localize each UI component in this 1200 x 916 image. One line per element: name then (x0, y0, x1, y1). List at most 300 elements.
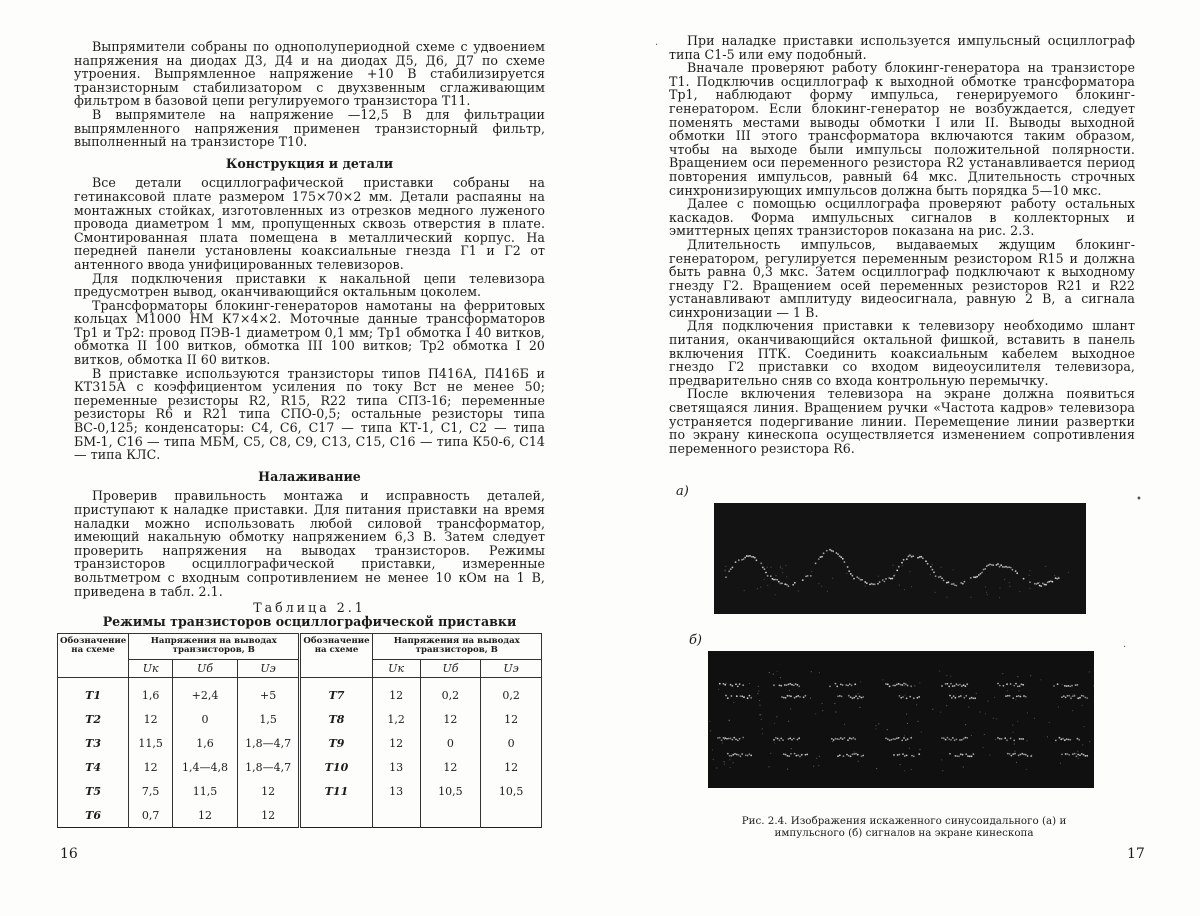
phosphor-dot (902, 565, 903, 566)
table-cell: 12 (372, 678, 420, 708)
table-cell: 12 (420, 755, 481, 779)
phosphor-dot (799, 756, 801, 758)
phosphor-dot (819, 756, 820, 757)
section-heading-adjustment: Налаживание (258, 468, 361, 484)
phosphor-dot (903, 559, 905, 561)
phosphor-dot (899, 695, 901, 697)
phosphor-dot (954, 584, 956, 586)
phosphor-dot (961, 685, 963, 687)
phosphor-dot (792, 584, 794, 586)
phosphor-dot (785, 754, 787, 756)
phosphor-dot (951, 697, 953, 699)
kinescope-image-sine (714, 503, 1086, 614)
pulse-trace (708, 651, 1094, 788)
phosphor-dot (781, 582, 783, 584)
paragraph: Для подключения приставки к телевизору необходимо шлант питания, оканчивающийся октальной фишкой, вставить в панель включения ПТК. Соединить коаксиальным кабелем выходное гнездо Г2 приставки со входом видеоусилителя телевизора, предварительно сняв со входа контрольную перемычку. (669, 318, 1135, 388)
table-cell-name: Т2 (58, 707, 129, 731)
phosphor-dot (973, 697, 975, 699)
phosphor-dot (780, 738, 782, 740)
phosphor-dot (1093, 685, 1094, 686)
phosphor-dot (760, 587, 761, 588)
phosphor-dot (908, 556, 910, 558)
paragraph: Вначале проверяют работу блокинг-генератора на транзисторе Т1. Подключив осциллограф к выходной обмотке трансформатора Тр1, наблюдают форму импульса, генерируемого блокинг-генератором. Если блокинг-генератор не возбуждается, следует поменять местами выводы обмотки I или II. Выводы выходной обмотки III этого трансформатора включаются таким образом, чтобы на выходе были импульсы положительной полярности. Вращением оси переменного резистора R2 устанавливается период повторения импульсов, равный 64 мкс. Длительность строчных синхронизирующих импульсов должна быть порядка 5—10 мкс. (669, 60, 1135, 198)
phosphor-dot (789, 737, 791, 739)
table-cell: 0 (481, 731, 542, 755)
phosphor-dot (788, 695, 790, 697)
phosphor-dot (852, 575, 854, 577)
phosphor-dot (802, 579, 804, 581)
phosphor-dot (1019, 685, 1021, 687)
phosphor-dot (960, 582, 962, 584)
phosphor-dot (925, 560, 927, 562)
paragraph: Далее с помощью осциллографа проверяют работу остальных каскадов. Форма импульсных сигналов в коллекторных и эмиттерных цепях транзисторов показана на рис. 2.3. (669, 196, 1135, 239)
phosphor-dot (858, 577, 860, 579)
phosphor-dot (899, 754, 901, 756)
phosphor-dot (1009, 695, 1011, 697)
phosphor-dot (958, 755, 960, 757)
table-cell: 0,2 (481, 678, 542, 708)
phosphor-dot (1064, 685, 1066, 687)
phosphor-dot (787, 695, 789, 697)
phosphor-dot (723, 737, 725, 739)
phosphor-dot (1072, 695, 1074, 697)
phosphor-dot (913, 697, 915, 699)
phosphor-dot (945, 739, 947, 741)
phosphor-dot (941, 737, 943, 739)
phosphor-dot (954, 583, 955, 584)
phosphor-dot (742, 684, 744, 686)
phosphor-dot (797, 739, 799, 741)
phosphor-dot (1018, 690, 1019, 691)
phosphor-dot (728, 738, 730, 740)
phosphor-dot (904, 755, 906, 757)
phosphor-dot (776, 579, 778, 581)
phosphor-dot (919, 749, 920, 750)
phosphor-dot (858, 693, 859, 694)
phosphor-dot (784, 684, 786, 686)
phosphor-dot (1007, 567, 1009, 569)
phosphor-dot (740, 695, 742, 697)
phosphor-dot (1039, 582, 1040, 583)
table-cell: 11,5 (173, 779, 238, 803)
table-cell (372, 803, 420, 828)
phosphor-dot (710, 730, 711, 731)
phosphor-dot (849, 737, 851, 739)
phosphor-dot (732, 754, 734, 756)
phosphor-dot (724, 739, 725, 740)
phosphor-dot (730, 684, 732, 686)
phosphor-dot (744, 590, 745, 591)
phosphor-dot (1063, 695, 1065, 697)
phosphor-dot (955, 755, 957, 757)
phosphor-dot (776, 716, 777, 717)
phosphor-dot (1019, 591, 1020, 592)
phosphor-dot (1050, 580, 1052, 582)
phosphor-dot (961, 739, 963, 741)
phosphor-dot (1010, 567, 1012, 569)
transistor-modes-table (57, 633, 542, 828)
phosphor-dot (952, 685, 954, 687)
phosphor-dot (1083, 726, 1084, 727)
phosphor-dot (786, 576, 787, 577)
table-cell: 0 (420, 731, 481, 755)
phosphor-dot (893, 754, 895, 756)
phosphor-dot (798, 685, 800, 687)
phosphor-dot (1009, 582, 1010, 583)
phosphor-dot (761, 719, 762, 720)
phosphor-dot (851, 685, 853, 687)
table-header-designation: Обозначение на схеме (58, 634, 129, 678)
section-heading-construction: Конструкция и детали (225, 155, 394, 171)
phosphor-dot (861, 579, 863, 581)
print-speck: · (655, 40, 659, 51)
table-subheader-ub-2: Uб (420, 659, 481, 677)
table-caption (74, 601, 545, 628)
phosphor-dot (1040, 585, 1042, 587)
phosphor-dot (735, 561, 737, 563)
phosphor-dot (788, 721, 789, 722)
phosphor-dot (1082, 744, 1083, 745)
phosphor-dot (887, 729, 888, 730)
phosphor-dot (963, 738, 965, 740)
phosphor-dot (757, 588, 758, 589)
phosphor-dot (737, 686, 739, 688)
phosphor-dot (749, 683, 750, 684)
phosphor-dot (839, 754, 841, 756)
phosphor-dot (1067, 753, 1069, 755)
phosphor-dot (1065, 697, 1067, 699)
phosphor-dot (791, 684, 793, 686)
phosphor-dot (904, 735, 905, 736)
phosphor-dot (794, 753, 796, 755)
phosphor-dot (860, 681, 861, 682)
phosphor-dot (775, 575, 776, 576)
paragraph: В выпрямителе на напряжение —12,5 В для фильтрации выпрямленного напряжения применен транзисторный фильтр, выполненный на транзисторе Т10. (74, 106, 545, 150)
phosphor-dot (1061, 696, 1063, 698)
phosphor-dot (1047, 736, 1048, 737)
table-subheader-ue: Uэ (237, 659, 300, 677)
paragraph: После включения телевизора на экране должна появиться светящаяся линия. Вращением ручки «Частота кадров» телевизора устраняется подергивание линии. Перемещение линии развертки по экрану кинескопа осуществляется изменением сопротивления переменного резистора R6. (669, 386, 1135, 456)
table-cell: 1,5 (237, 707, 300, 731)
phosphor-dot (996, 564, 998, 566)
phosphor-dot (864, 581, 866, 583)
phosphor-dot (818, 765, 819, 766)
phosphor-dot (780, 685, 782, 687)
phosphor-dot (971, 697, 973, 699)
phosphor-dot (933, 571, 935, 573)
phosphor-dot (1081, 753, 1083, 755)
table-cell: 12 (129, 707, 173, 731)
phosphor-dot (751, 556, 753, 558)
phosphor-dot (811, 571, 812, 572)
phosphor-dot (956, 585, 958, 587)
phosphor-dot (932, 569, 934, 571)
phosphor-dot (1013, 732, 1014, 733)
phosphor-dot (780, 566, 781, 567)
table-subheader-ue-2: Uэ (481, 659, 542, 677)
phosphor-dot (859, 707, 860, 708)
phosphor-dot (985, 586, 986, 587)
phosphor-dot (882, 579, 884, 581)
phosphor-dot (910, 685, 912, 687)
phosphor-dot (1027, 755, 1029, 757)
phosphor-dot (878, 723, 879, 724)
phosphor-dot (743, 696, 745, 698)
phosphor-dot (832, 578, 833, 579)
phosphor-dot (950, 676, 951, 677)
phosphor-dot (1074, 753, 1076, 755)
phosphor-dot (1014, 753, 1016, 755)
phosphor-dot (1002, 566, 1004, 568)
phosphor-dot (786, 584, 788, 586)
phosphor-dot (1052, 581, 1054, 583)
phosphor-dot (890, 578, 892, 580)
phosphor-dot (1029, 570, 1030, 571)
phosphor-dot (946, 582, 948, 584)
phosphor-dot (919, 556, 921, 558)
phosphor-dot (852, 753, 854, 755)
phosphor-dot (806, 754, 808, 756)
phosphor-dot (810, 575, 812, 577)
phosphor-dot (932, 709, 933, 710)
phosphor-dot (739, 738, 741, 740)
phosphor-dot (732, 685, 734, 687)
table-cell-name: Т6 (58, 803, 129, 828)
phosphor-dot (964, 697, 966, 699)
phosphor-dot (875, 725, 876, 726)
right-text-column (669, 34, 1135, 455)
phosphor-dot (741, 753, 743, 755)
phosphor-dot (725, 683, 726, 684)
phosphor-dot (901, 562, 903, 564)
phosphor-dot (762, 728, 763, 729)
table-header-voltages-2: Напряжения на выводах транзисторов, В (372, 634, 541, 660)
phosphor-dot (1006, 683, 1008, 685)
phosphor-dot (788, 585, 790, 587)
phosphor-dot (976, 693, 977, 694)
phosphor-dot (999, 587, 1000, 588)
phosphor-dot (770, 567, 771, 568)
phosphor-dot (887, 683, 889, 685)
phosphor-dot (837, 695, 839, 697)
phosphor-dot (1047, 582, 1049, 584)
phosphor-dot (847, 739, 849, 741)
paragraph: В приставке используются транзисторы типов П416А, П416Б и КТ315А с коэффициентом усиления по току Вст не менее 50; переменные резисторы R2, R15, R22 типа СПЗ-16; переменные резисторы R6 и R21 типа СПО-0,5; остальные резисторы типа ВС-0,125; конденсаторы: С4, С6, С17 — типа КТ-1, С1, С2 — типа БМ-1, С16 — типа МБМ, С5, С8, С9, С13, С15, С16 — типа К50-6, С14 — типа КЛС. (74, 365, 545, 463)
phosphor-dot (837, 553, 839, 555)
phosphor-dot (775, 737, 777, 739)
phosphor-dot (860, 579, 862, 581)
phosphor-dot (973, 753, 975, 755)
phosphor-dot (953, 695, 955, 697)
phosphor-dot (909, 748, 910, 749)
phosphor-dot (1022, 684, 1024, 686)
phosphor-dot (902, 753, 904, 755)
phosphor-dot (842, 684, 844, 686)
phosphor-dot (835, 738, 837, 740)
paragraph: Длительность импульсов, выдаваемых ждущим блокинг-генератором, регулируется переменным резистором R15 и должна быть равна 0,3 мкс. Затем осциллограф подключают к выходному гнезду Г2. Вращением осей переменных резисторов R21 и R22 устанавливают амплитуду видеосигнала, равную 2 В, а сигнала синхронизации — 1 В. (669, 236, 1135, 320)
phosphor-dot (848, 695, 850, 697)
table-cell: 1,8—4,7 (237, 731, 300, 755)
table-cell: 10,5 (481, 779, 542, 803)
table-cell: 12 (481, 707, 542, 731)
phosphor-dot (894, 738, 896, 740)
phosphor-dot (770, 753, 771, 754)
phosphor-dot (834, 703, 835, 704)
table-cell-name: Т7 (300, 678, 372, 708)
phosphor-dot (959, 739, 961, 741)
phosphor-dot (724, 764, 725, 765)
phosphor-dot (772, 578, 774, 580)
phosphor-dot (1068, 572, 1069, 573)
phosphor-dot (754, 557, 756, 559)
phosphor-dot (1057, 683, 1059, 685)
phosphor-dot (874, 583, 876, 585)
phosphor-dot (1074, 695, 1076, 697)
phosphor-dot (949, 695, 951, 697)
table-cell-name: Т3 (58, 731, 129, 755)
phosphor-dot (885, 683, 887, 685)
phosphor-dot (733, 737, 735, 739)
phosphor-dot (871, 583, 873, 585)
phosphor-dot (989, 754, 990, 755)
phosphor-dot (1039, 585, 1041, 587)
phosphor-dot (965, 685, 967, 687)
phosphor-dot (1007, 753, 1009, 755)
page-number-right: 17 (1127, 846, 1145, 862)
phosphor-dot (780, 583, 782, 585)
phosphor-dot (901, 740, 903, 742)
phosphor-dot (1056, 578, 1058, 580)
phosphor-dot (1029, 588, 1030, 589)
phosphor-dot (885, 578, 887, 580)
phosphor-dot (999, 685, 1001, 687)
table-body (58, 678, 542, 828)
phosphor-dot (1005, 695, 1007, 697)
phosphor-dot (744, 557, 746, 559)
phosphor-dot (854, 751, 855, 752)
phosphor-dot (941, 577, 943, 579)
phosphor-dot (898, 566, 900, 568)
phosphor-dot (914, 685, 915, 686)
phosphor-dot (1016, 696, 1018, 698)
phosphor-dot (1071, 685, 1073, 687)
phosphor-dot (750, 755, 752, 757)
phosphor-dot (876, 768, 877, 769)
phosphor-dot (986, 565, 988, 567)
phosphor-dot (983, 747, 984, 748)
phosphor-dot (953, 569, 954, 570)
phosphor-dot (943, 737, 945, 739)
phosphor-dot (733, 762, 734, 763)
phosphor-dot (1083, 695, 1085, 697)
phosphor-dot (1061, 754, 1063, 756)
phosphor-dot (887, 738, 889, 740)
phosphor-dot (767, 575, 769, 577)
phosphor-dot (909, 571, 910, 572)
phosphor-dot (859, 696, 861, 698)
phosphor-dot (945, 683, 947, 685)
phosphor-dot (1077, 738, 1079, 740)
phosphor-dot (759, 705, 760, 706)
table-cell: 1,8—4,7 (237, 755, 300, 779)
table-cell: +2,4 (173, 678, 238, 708)
phosphor-dot (1013, 685, 1015, 687)
phosphor-dot (954, 685, 956, 687)
phosphor-dot (735, 739, 737, 741)
phosphor-dot (839, 555, 841, 557)
phosphor-dot (941, 567, 942, 568)
phosphor-dot (1077, 754, 1079, 756)
phosphor-dot (930, 566, 932, 568)
phosphor-dot (853, 753, 855, 755)
table-cell: 1,2 (372, 707, 420, 731)
figure-label-a: а) (676, 484, 689, 499)
phosphor-dot (791, 739, 793, 741)
phosphor-dot (745, 754, 747, 756)
phosphor-dot (785, 697, 787, 699)
phosphor-dot (981, 572, 983, 574)
phosphor-dot (780, 567, 781, 568)
phosphor-dot (971, 735, 972, 736)
table-subheader-uk-2: Uк (372, 659, 420, 677)
phosphor-dot (840, 737, 842, 739)
phosphor-dot (947, 683, 949, 685)
phosphor-dot (1015, 570, 1017, 572)
phosphor-dot (967, 755, 969, 757)
phosphor-dot (958, 696, 960, 698)
phosphor-dot (740, 755, 742, 757)
phosphor-dot (728, 570, 730, 572)
phosphor-dot (892, 685, 894, 687)
phosphor-dot (1060, 763, 1061, 764)
table-cell: 11,5 (129, 731, 173, 755)
phosphor-dot (1023, 578, 1025, 580)
phosphor-dot (790, 753, 792, 755)
phosphor-dot (773, 684, 775, 686)
phosphor-dot (1086, 755, 1088, 757)
table-subheader-ub: Uб (173, 659, 238, 677)
phosphor-dot (794, 582, 796, 584)
phosphor-dot (844, 561, 846, 563)
phosphor-dot (984, 568, 986, 570)
table-row (58, 779, 542, 803)
phosphor-dot (738, 559, 740, 561)
phosphor-dot (733, 702, 734, 703)
phosphor-dot (854, 738, 856, 740)
phosphor-dot (984, 734, 985, 735)
phosphor-dot (930, 574, 931, 575)
phosphor-dot (1021, 753, 1023, 755)
phosphor-dot (749, 695, 751, 697)
table-cell: 12 (129, 755, 173, 779)
phosphor-dot (882, 679, 883, 680)
phosphor-dot (832, 550, 834, 552)
phosphor-dot (1075, 684, 1077, 686)
table-cell: 12 (237, 803, 300, 828)
phosphor-dot (904, 589, 905, 590)
phosphor-dot (921, 731, 922, 732)
phosphor-dot (1023, 754, 1025, 756)
phosphor-dot (785, 565, 786, 566)
table-cell-name: Т4 (58, 755, 129, 779)
phosphor-dot (918, 696, 920, 698)
phosphor-dot (815, 563, 817, 565)
phosphor-dot (879, 581, 881, 583)
phosphor-dot (878, 576, 879, 577)
phosphor-dot (1013, 740, 1015, 742)
phosphor-dot (1070, 698, 1072, 700)
phosphor-dot (997, 683, 999, 685)
